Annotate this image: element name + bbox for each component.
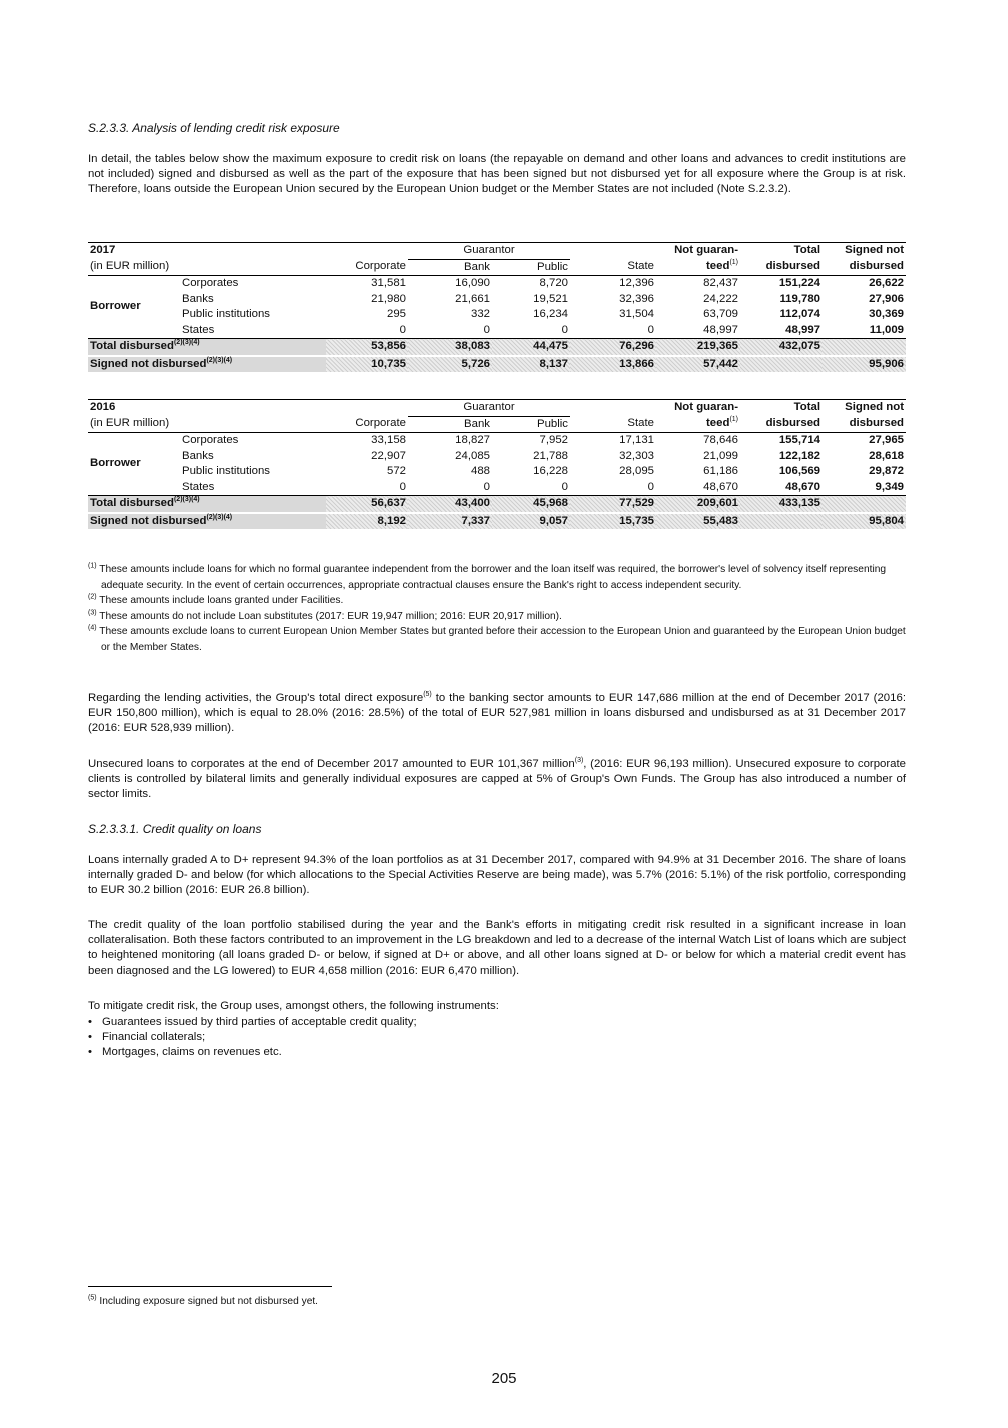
not-guaranteed-header-1: Not guaran- (656, 243, 740, 260)
col-corporate: Corporate (326, 259, 408, 276)
table-row: Banks 21,980 21,661 19,521 32,396 24,222 119,780 27,906 (182, 292, 904, 305)
note-2: $^{(2)}$ These amounts include loans granted under Facilities. (88, 593, 344, 606)
table-row: Borrower Corporates 31,581 16,090 8,720 12,396 82,437 151,224 26,622 (88, 276, 906, 292)
list-item: • Guarantees issued by third parties of acceptable credit quality; (88, 1015, 417, 1030)
total-header-1: Total (740, 400, 822, 417)
intro-paragraph: In detail, the tables below show the maximum exposure to credit risk on loans (the repayable on demand and other loans and advances to credit institutions are not included) signed and disbursed as well as the part of the exposure that has been signed but not disbursed yet for all exposure where the Group is at risk. Therefore, loans outside the European Union secured by the European Union budget or the Member States are not included (Note S.2.3.2). (88, 153, 906, 196)
total-header-2: disbursed (740, 416, 822, 433)
lending-paragraph: Regarding the lending activities, the Group's total direct exposure$^{(5)}$ to the banking sector amounts to EUR 147,686 million at the end of December 2017 (2016: EUR 150,800 million), which is equal to 28.0% (2016: 28.5%) of the total of EUR 527,981 million in loans disbursed and undisbursed as at 31 December 2017 (2016: EUR 528,939 million). (88, 691, 906, 735)
col-bank: Bank (408, 259, 492, 276)
col-public: Public (492, 259, 570, 276)
signed-header-1: Signed not (822, 243, 906, 260)
borrower-label: Borrower (90, 300, 141, 313)
subsection-title: S.2.3.3.1. Credit quality on loans (88, 822, 262, 836)
footnote-5: $^{(5)}$ Including exposure signed but not disbursed yet. (88, 1294, 319, 1307)
total-header-1: Total (740, 243, 822, 260)
signed-header-1: Signed not (822, 400, 906, 417)
table-row: Public institutions 572 488 16,228 28,095 61,186 106,569 29,872 (182, 465, 904, 477)
exposure-table-2017 (88, 242, 906, 374)
total-header-2: disbursed (740, 259, 822, 276)
total-disbursed-row: Total disbursed$^{(2)(3)(4)}$ 53,856 38,083 44,475 76,296 219,365 432,075 (88, 339, 906, 356)
list-item: • Mortgages, claims on revenues etc. (88, 1045, 417, 1060)
list-item: • Financial collaterals; (88, 1030, 417, 1045)
unsecured-paragraph: Unsecured loans to corporates at the end of December 2017 amounted to EUR 101,367 million$^{(3)}$, (2016: EUR 96,193 million). Unsecured exposure to corporate clients is controlled by bilateral limits and generally individual exposures are capped at 5% of Group's Own Funds. The Group has also introduced a number of sector limits. (88, 757, 906, 801)
mitigate-paragraph: To mitigate credit risk, the Group uses, amongst others, the following instruments: (88, 1000, 499, 1012)
col-public: Public (492, 416, 570, 433)
signed-not-disbursed-row: Signed not disbursed$^{(2)(3)(4)}$ 8,192 7,337 9,057 15,735 55,483 95,804 (88, 513, 906, 531)
stabilised-paragraph: The credit quality of the loan portfolio stabilised during the year and the Bank's efforts in mitigating credit risk resulted in a significant increase in loan collateralisation. Both these factors contributed to an improvement in the LG breakdown and led to a decrease of the internal Watch List of loans which are subject to heightened monitoring (all loans graded D- or below, if signed at D+ or above, and all other loans signed at D- or below for which a material credit event has been diagnosed and the LG lowered) to EUR 4,658 million (2016: EUR 6,470 million). (88, 919, 906, 977)
not-guaranteed-header-1: Not guaran- (656, 400, 740, 417)
table-row: Banks 22,907 24,085 21,788 32,303 21,099 122,182 28,618 (182, 449, 904, 462)
table-notes (88, 562, 906, 655)
signed-header-2: disbursed (822, 416, 906, 433)
instrument-list (88, 1015, 417, 1061)
page-number: 205 (491, 1370, 517, 1387)
col-corporate: Corporate (326, 416, 408, 433)
table-row: States 0 0 0 0 48,997 48,997 11,009 (182, 323, 904, 336)
quality-paragraph: Loans internally graded A to D+ represent 94.3% of the loan portfolios as at 31 December 2017, compared with 94.9% at 31 December 2016. The share of loans internally graded D- and below (for which allocations to the Special Activities Reserve are being made), was 5.7% (2016: 5.1%) of the risk portfolio, corresponding to EUR 30.2 billion (2016: EUR 26.8 billion). (88, 854, 906, 897)
table-row: States 0 0 0 0 48,670 48,670 9,349 (182, 480, 904, 493)
table-year: 2016 (88, 400, 180, 417)
signed-header-2: disbursed (822, 259, 906, 276)
col-state: State (570, 416, 656, 433)
section-title: S.2.3.3. Analysis of lending credit risk exposure (88, 121, 340, 135)
note-3: $^{(3)}$ These amounts do not include Loan substitutes (2017: EUR 19,947 million; 2016: EUR 20,917 million). (88, 609, 562, 622)
guarantor-header: Guarantor (408, 400, 570, 417)
total-disbursed-row: Total disbursed$^{(2)(3)(4)}$ 56,637 43,400 45,968 77,529 209,601 433,135 (88, 496, 906, 513)
signed-not-disbursed-row: Signed not disbursed$^{(2)(3)(4)}$ 10,735 5,726 8,137 13,866 57,442 95,906 (88, 356, 906, 374)
unit-label: (in EUR million) (88, 259, 326, 276)
not-guaranteed-header-2: teed$^{(1)}$ (656, 259, 740, 276)
note-4: $^{(4)}$ These amounts exclude loans to current European Union Member States but granted before their accession to the European Union and guaranteed by the European Union budget or the Member States. (88, 624, 906, 653)
table-row: Borrower Corporates 33,158 18,827 7,952 17,131 78,646 155,714 27,965 (88, 433, 906, 449)
guarantor-header: Guarantor (408, 243, 570, 260)
col-bank: Bank (408, 416, 492, 433)
table-year: 2017 (88, 243, 180, 260)
note-1: $^{(1)}$ These amounts include loans for which no formal guarantee independent from the borrower and the loan itself was required, the borrower's level of solvency itself representing adequate security. In the event of certain occurrences, appropriate contractual clauses ensure the Bank's right to access independent security. (88, 562, 887, 591)
not-guaranteed-header-2: teed$^{(1)}$ (656, 416, 740, 433)
footnote-divider (88, 1286, 332, 1287)
borrower-label: Borrower (90, 457, 141, 470)
unit-label: (in EUR million) (88, 416, 326, 433)
table-row: Public institutions 295 332 16,234 31,504 63,709 112,074 30,369 (182, 308, 904, 320)
exposure-table-2016 (88, 399, 906, 531)
col-state: State (570, 259, 656, 276)
